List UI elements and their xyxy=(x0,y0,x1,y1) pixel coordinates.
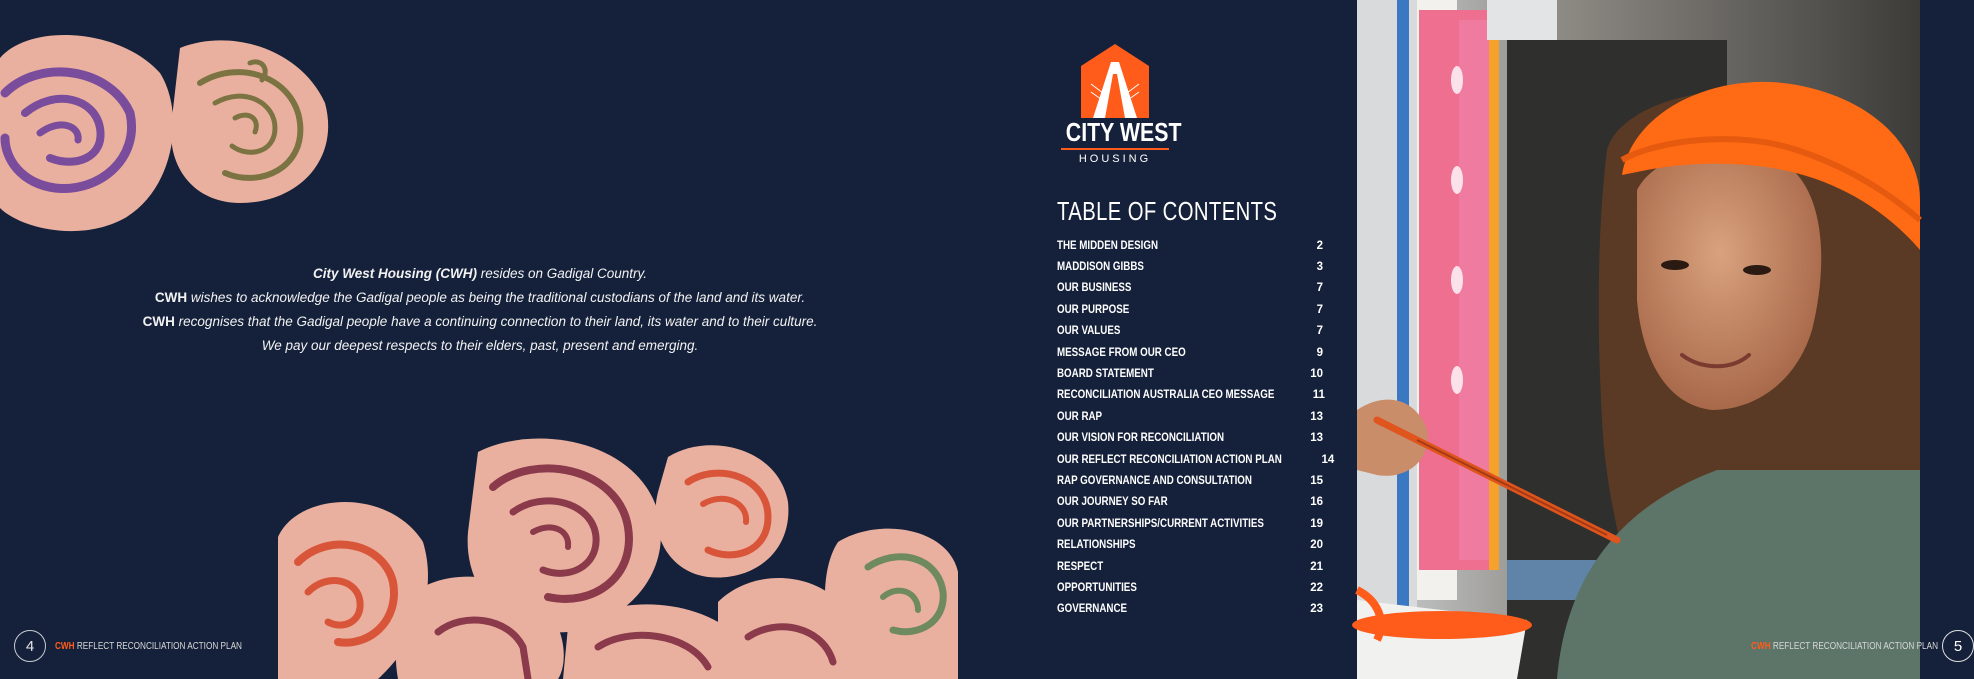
page-number-5: 5 xyxy=(1942,630,1974,662)
house-logo-icon xyxy=(1081,44,1149,118)
toc-list xyxy=(1057,235,1335,620)
midden-art-top xyxy=(0,18,340,228)
ack-line-1 xyxy=(80,262,880,286)
toc-item-label: RAP GOVERNANCE AND CONSULTATION xyxy=(1057,474,1252,487)
ack-line-2-bold: CWH xyxy=(154,290,188,305)
toc-item-page: 15 xyxy=(1310,474,1323,487)
toc-item[interactable] xyxy=(1057,556,1323,577)
toc-item-page: 16 xyxy=(1310,496,1323,509)
ack-line-4: We pay our deepest respects to their elders, past, present and emerging. xyxy=(261,338,699,353)
toc-item-page: 19 xyxy=(1310,517,1323,530)
toc-item-label: OUR RAP xyxy=(1057,410,1103,423)
toc-item-page: 7 xyxy=(1316,325,1323,338)
toc-item-page: 11 xyxy=(1312,389,1325,402)
toc-item-page: 9 xyxy=(1316,346,1323,359)
toc-item[interactable] xyxy=(1057,321,1323,342)
toc-item[interactable] xyxy=(1057,534,1323,555)
toc-item-label: GOVERNANCE xyxy=(1057,603,1128,616)
toc-item-label: BOARD STATEMENT xyxy=(1057,368,1154,381)
footer-left-text: REFLECT RECONCILIATION ACTION PLAN xyxy=(74,640,242,652)
toc-item[interactable] xyxy=(1057,492,1323,513)
footer-left-brand: CWH xyxy=(55,640,75,652)
city-west-housing-logo xyxy=(1055,44,1182,165)
toc-item[interactable] xyxy=(1057,256,1323,277)
toc-item[interactable] xyxy=(1057,385,1323,406)
ack-line-3-bold: CWH xyxy=(142,314,175,329)
toc-item-page: 3 xyxy=(1316,261,1323,274)
midden-art-bottom xyxy=(278,432,958,679)
toc-item-label: OUR REFLECT RECONCILIATION ACTION PLAN xyxy=(1057,453,1282,466)
toc-item-label: OPPORTUNITIES xyxy=(1057,581,1137,594)
footer-right-brand: CWH xyxy=(1751,640,1771,652)
toc-item-label: OUR PARTNERSHIPS/CURRENT ACTIVITIES xyxy=(1057,517,1264,530)
toc-item-label: OUR PURPOSE xyxy=(1057,303,1130,316)
toc-title: TABLE OF CONTENTS xyxy=(1057,196,1278,226)
toc-item[interactable] xyxy=(1057,577,1323,598)
toc-item[interactable] xyxy=(1057,470,1323,491)
artist-painting-photo xyxy=(1357,0,1920,679)
toc-item-page: 14 xyxy=(1321,453,1335,466)
toc-item-page: 21 xyxy=(1310,560,1323,573)
toc-item-label: OUR JOURNEY SO FAR xyxy=(1057,496,1168,509)
page-number-4: 4 xyxy=(14,630,46,662)
ack-line-3 xyxy=(80,310,880,334)
logo-name: CITY WEST xyxy=(1065,117,1182,147)
toc-item-label: RESPECT xyxy=(1057,560,1104,573)
toc-item-label: OUR VALUES xyxy=(1057,325,1121,338)
toc-item[interactable] xyxy=(1057,599,1323,620)
toc-item[interactable] xyxy=(1057,513,1323,534)
right-page xyxy=(1357,0,1963,679)
ack-line-1-bold: City West Housing (CWH) xyxy=(312,266,477,281)
ack-line-2 xyxy=(80,286,880,310)
footer-right xyxy=(1710,630,1974,662)
ack-line-2-text: wishes to acknowledge the Gadigal people as being the traditional custodians of the land and its water. xyxy=(187,290,806,305)
ack-line-1-text: resides on Gadigal Country. xyxy=(476,266,648,281)
ack-line-3-text: recognises that the Gadigal people have a continuing connection to their land, its water and to their culture. xyxy=(174,314,818,329)
toc-item[interactable] xyxy=(1057,299,1323,320)
footer-left-title xyxy=(55,641,242,652)
toc-item[interactable] xyxy=(1057,278,1323,299)
toc-item-label: MADDISON GIBBS xyxy=(1057,261,1144,274)
footer-right-text: REFLECT RECONCILIATION ACTION PLAN xyxy=(1770,640,1939,652)
toc-item[interactable] xyxy=(1057,363,1323,384)
toc-item-label: RECONCILIATION AUSTRALIA CEO MESSAGE xyxy=(1057,389,1275,402)
footer-left xyxy=(14,630,283,662)
toc-item-page: 7 xyxy=(1316,303,1323,316)
toc-item-label: OUR BUSINESS xyxy=(1057,282,1132,295)
toc-item[interactable] xyxy=(1057,235,1323,256)
footer-right-title xyxy=(1751,641,1938,652)
toc-item-page: 2 xyxy=(1316,239,1323,252)
toc-item[interactable] xyxy=(1057,449,1335,470)
toc-item-page: 10 xyxy=(1310,368,1323,381)
toc-item[interactable] xyxy=(1057,428,1323,449)
toc-item-label: RELATIONSHIPS xyxy=(1057,539,1136,552)
toc-item-label: THE MIDDEN DESIGN xyxy=(1057,239,1159,252)
table-of-contents xyxy=(1057,196,1335,620)
toc-item-page: 23 xyxy=(1310,603,1323,616)
logo-subtitle: HOUSING xyxy=(1078,153,1152,165)
toc-item-label: OUR VISION FOR RECONCILIATION xyxy=(1057,432,1225,445)
logo-divider xyxy=(1061,148,1169,150)
toc-item-label: MESSAGE FROM OUR CEO xyxy=(1057,346,1186,359)
toc-item-page: 7 xyxy=(1316,282,1323,295)
toc-item[interactable] xyxy=(1057,406,1323,427)
toc-item-page: 13 xyxy=(1310,432,1323,445)
acknowledgement-of-country xyxy=(80,262,880,358)
toc-item-page: 13 xyxy=(1310,410,1323,423)
toc-item[interactable] xyxy=(1057,342,1323,363)
toc-item-page: 20 xyxy=(1310,539,1323,552)
toc-item-page: 22 xyxy=(1310,581,1323,594)
